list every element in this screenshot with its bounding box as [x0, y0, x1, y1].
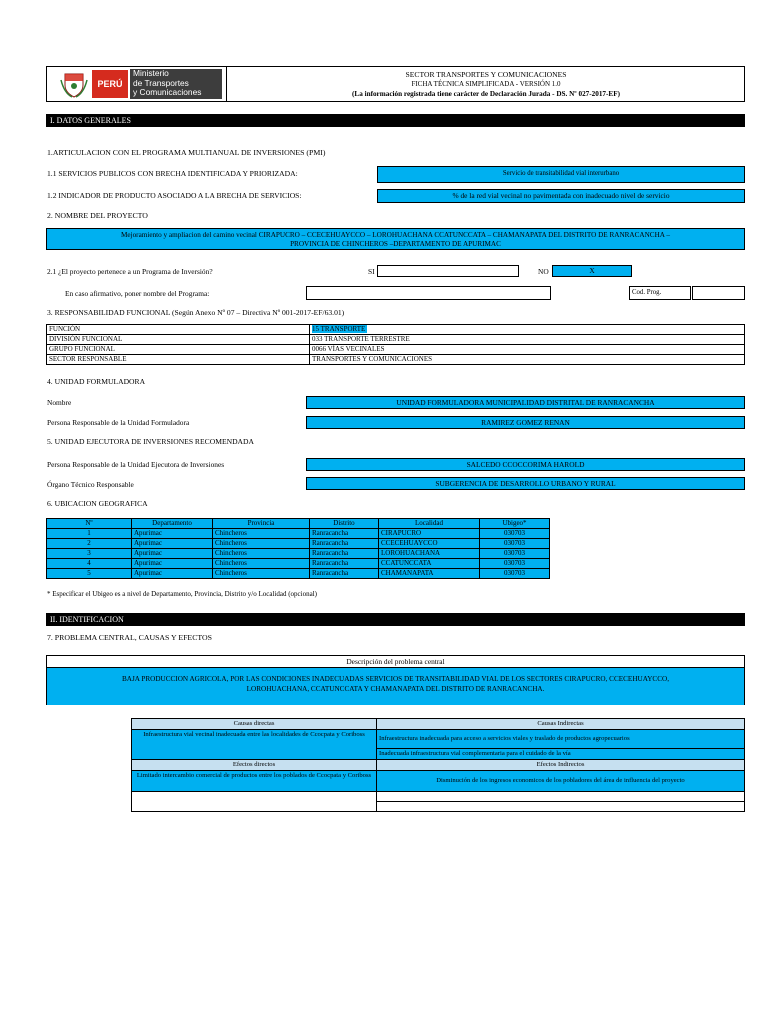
geo-cell-num: 5: [47, 569, 132, 579]
program-no-field[interactable]: X: [552, 265, 632, 277]
project-name-heading: 2. NOMBRE DEL PROYECTO: [47, 211, 148, 220]
geo-cell-ubigeo: 030703: [480, 529, 550, 539]
program-name-label: En caso afirmativo, poner nombre del Programa:: [65, 289, 210, 298]
effects-empty-row: [132, 792, 745, 802]
geo-header-row: [47, 519, 550, 529]
geo-row: [47, 529, 550, 539]
geo-cell-num: 3: [47, 549, 132, 559]
problem-description: [47, 668, 744, 705]
uei-heading: 5. UNIDAD EJECUTORA DE INVERSIONES RECOMENDADA: [47, 437, 254, 446]
responsibility-label: DIVISIÓN FUNCIONAL: [47, 335, 310, 345]
direct-cause: Infraestructura vial vecinal inadecuada entre las localidades de Ccocpata y Coriboss: [132, 730, 377, 760]
direct-effects-header: Efectos directos: [132, 760, 377, 771]
program-si-label: SI: [368, 267, 375, 276]
geo-cell-prov: Chincheros: [213, 529, 310, 539]
uf-resp-label: Persona Responsable de la Unidad Formuladora: [47, 418, 190, 427]
uei-organ-value: SUBGERENCIA DE DESARROLLO URBANO Y RURAL: [306, 477, 745, 490]
responsibility-label: FUNCIÓN: [47, 325, 310, 335]
geo-cell-loc: LOROHUACHANA: [379, 549, 480, 559]
geo-cell-prov: Chincheros: [213, 569, 310, 579]
ministry-logo: [60, 68, 220, 100]
uei-resp-value: SALCEDO CCOCCORIMA HAROLD: [306, 458, 745, 471]
effects-header-row: [132, 760, 745, 771]
direct-effect: Limitado intercambio comercial de productos entre los poblados de Ccocpata y Coriboss: [132, 771, 377, 792]
geo-cell-ubigeo: 030703: [480, 559, 550, 569]
indicator-label: 1.2 INDICADOR DE PRODUCTO ASOCIADO A LA BRECHA DE SERVICIOS:: [47, 191, 302, 200]
uei-organ-label: Órgano Técnico Responsable: [47, 480, 134, 489]
responsibility-value: TRANSPORTES Y COMUNICACIONES: [310, 355, 745, 365]
project-name-line-1: Mejoramiento y ampliacion del camino vecinal CIRAPUCRO – CCECEHUAYCCO – LOROHUACHANA CCATUNCCATA – CHAMANAPATA DEL DISTRITO DE RANRACANCHA –: [121, 231, 670, 239]
responsibility-row: [47, 325, 745, 335]
responsibility-row: [47, 355, 745, 365]
indirect-causes-header: Causas Indirectas: [377, 719, 745, 730]
uei-resp-label: Persona Responsable de la Unidad Ejecutora de Inversiones: [47, 460, 225, 469]
geo-cell-loc: CIRAPUCRO: [379, 529, 480, 539]
responsibility-row: [47, 335, 745, 345]
responsibility-value: 0066 VÍAS VECINALES: [310, 345, 745, 355]
geo-table: [46, 518, 550, 579]
empty-cell: [132, 792, 377, 812]
program-question: 2.1 ¿El proyecto pertenece a un Programa de Inversión?: [47, 267, 213, 276]
causes-header-row: [132, 719, 745, 730]
geo-cell-dept: Apurimac: [132, 539, 213, 549]
indirect-effect: Disminución de los ingresos economicos de los pobladores del área de influencia del proyecto: [377, 771, 745, 792]
geo-cell-prov: Chincheros: [213, 539, 310, 549]
ministry-name-line-3: y Comunicaciones: [133, 87, 202, 98]
geo-col-header: Nº: [47, 519, 132, 529]
document-title: SECTOR TRANSPORTES Y COMUNICACIONES: [405, 70, 567, 79]
indicator-value: % de la red vial vecinal no pavimentada con inadecuado nivel de servicio: [377, 189, 745, 203]
geo-row: [47, 569, 550, 579]
indirect-cause-1: Infraestructura inadecuada para acceso a servicios viales y traslado de productos agropecuarios: [377, 730, 745, 749]
responsibility-row: [47, 345, 745, 355]
problem-box: [46, 655, 745, 705]
geo-row: [47, 539, 550, 549]
geo-cell-ubigeo: 030703: [480, 549, 550, 559]
indirect-effects-header: Efectos Indirectos: [377, 760, 745, 771]
program-name-field[interactable]: [306, 286, 551, 300]
geo-cell-loc: CHAMANAPATA: [379, 569, 480, 579]
section-bar-identificacion: [46, 613, 745, 626]
cod-prog-label: Cod. Prog.: [629, 286, 691, 300]
cod-prog-field[interactable]: [692, 286, 745, 300]
responsibility-value-text: 15 TRANSPORTE: [312, 325, 366, 333]
problem-line-2: LOROHUACHANA, CCATUNCCATA Y CHAMANAPATA DEL DISTRITO DE RANRACANCHA.: [246, 684, 545, 693]
geo-cell-loc: CCECEHUAYCCO: [379, 539, 480, 549]
problem-title: Descripción del problema central: [47, 656, 744, 668]
responsibility-label: GRUPO FUNCIONAL: [47, 345, 310, 355]
services-value: Servicio de transitabilidad vial interurbano: [377, 166, 745, 183]
geo-cell-prov: Chincheros: [213, 549, 310, 559]
geo-col-header: Provincia: [213, 519, 310, 529]
geo-note: * Especificar el Ubigeo es a nivel de Departamento, Provincia, Distrito y/o Localidad (opcional): [47, 590, 317, 598]
project-name-line-2: PROVINCIA DE CHINCHEROS –DEPARTAMENTO DE APURIMAC: [290, 240, 501, 248]
section-bar-datos-generales: [46, 114, 745, 127]
empty-cell: [377, 802, 745, 812]
ministry-name-block: [130, 69, 222, 99]
section-bar-label: II. IDENTIFICACION: [50, 615, 124, 624]
services-label: 1.1 SERVICIOS PUBLICOS CON BRECHA IDENTIFICADA Y PRIORIZADA:: [47, 169, 298, 178]
geo-row: [47, 549, 550, 559]
problem-heading: 7. PROBLEMA CENTRAL, CAUSAS Y EFECTOS: [47, 633, 212, 642]
responsibility-value: 033 TRANSPORTE TERRESTRE: [310, 335, 745, 345]
program-si-field[interactable]: [377, 265, 519, 277]
program-no-label: NO: [538, 267, 549, 276]
coat-of-arms-icon: [60, 70, 88, 98]
responsibility-table: [46, 324, 745, 365]
problem-line-1: BAJA PRODUCCION AGRICOLA, POR LAS CONDICIONES INADECUADAS SERVICIOS DE TRANSITABILIDAD VIAL DE LOS SECTORES CIRAPUCRO, CCECEHUAYCCO,: [121, 675, 669, 683]
geo-row: [47, 559, 550, 569]
section-bar-label: I. DATOS GENERALES: [50, 116, 131, 125]
effects-row: [132, 771, 745, 792]
causes-row: [132, 730, 745, 749]
geo-cell-dist: Ranracancha: [310, 549, 379, 559]
geo-cell-dist: Ranracancha: [310, 529, 379, 539]
geo-col-header: Departamento: [132, 519, 213, 529]
peru-badge: [92, 70, 128, 98]
uf-name-value: UNIDAD FORMULADORA MUNICIPALIDAD DISTRITAL DE RANRACANCHA: [306, 396, 745, 409]
geo-cell-dept: Apurimac: [132, 569, 213, 579]
geo-cell-dept: Apurimac: [132, 559, 213, 569]
geo-cell-num: 2: [47, 539, 132, 549]
empty-cell: [377, 792, 745, 802]
geo-cell-prov: Chincheros: [213, 559, 310, 569]
geo-cell-dept: Apurimac: [132, 549, 213, 559]
ministry-name-line-1: Ministerio: [133, 68, 169, 78]
peru-badge-text: PERÚ: [97, 79, 123, 89]
indirect-cause-2: Inadecuada infraestructura vial complementaria para el cuidado de la vía: [377, 749, 745, 760]
responsibility-heading: 3. RESPONSABILIDAD FUNCIONAL (Según Anexo Nº 07 – Directiva Nº 001-2017-EF/63.01): [47, 308, 345, 317]
geo-heading: 6. UBICACION GEOGRAFICA: [47, 499, 148, 508]
document-declaration: (La información registrada tiene carácter de Declaración Jurada - DS. Nº 027-2017-EF): [352, 90, 620, 98]
uf-resp-value: RAMIREZ GOMEZ RENAN: [306, 416, 745, 429]
pmi-heading: 1.ARTICULACION CON EL PROGRAMA MULTIANUAL DE INVERSIONES (PMI): [47, 148, 326, 157]
geo-cell-dept: Apurimac: [132, 529, 213, 539]
geo-cell-ubigeo: 030703: [480, 569, 550, 579]
geo-cell-num: 4: [47, 559, 132, 569]
geo-cell-num: 1: [47, 529, 132, 539]
ministry-name-line-2: de Transportes: [133, 77, 189, 88]
responsibility-value: [310, 325, 745, 335]
geo-col-header: Ubigeo*: [480, 519, 550, 529]
direct-causes-header: Causas directas: [132, 719, 377, 730]
geo-cell-dist: Ranracancha: [310, 569, 379, 579]
geo-cell-dist: Ranracancha: [310, 539, 379, 549]
causes-effects-table: [131, 718, 745, 812]
responsibility-label: SECTOR RESPONSABLE: [47, 355, 310, 365]
geo-cell-loc: CCATUNCCATA: [379, 559, 480, 569]
geo-cell-dist: Ranracancha: [310, 559, 379, 569]
uf-heading: 4. UNIDAD FORMULADORA: [47, 377, 146, 386]
geo-col-header: Localidad: [379, 519, 480, 529]
geo-col-header: Distrito: [310, 519, 379, 529]
document-subtitle: FICHA TÉCNICA SIMPLIFICADA - VERSIÓN 1.0: [411, 80, 561, 88]
project-name-value: [46, 228, 745, 250]
geo-cell-ubigeo: 030703: [480, 539, 550, 549]
uf-name-label: Nombre: [47, 398, 72, 407]
